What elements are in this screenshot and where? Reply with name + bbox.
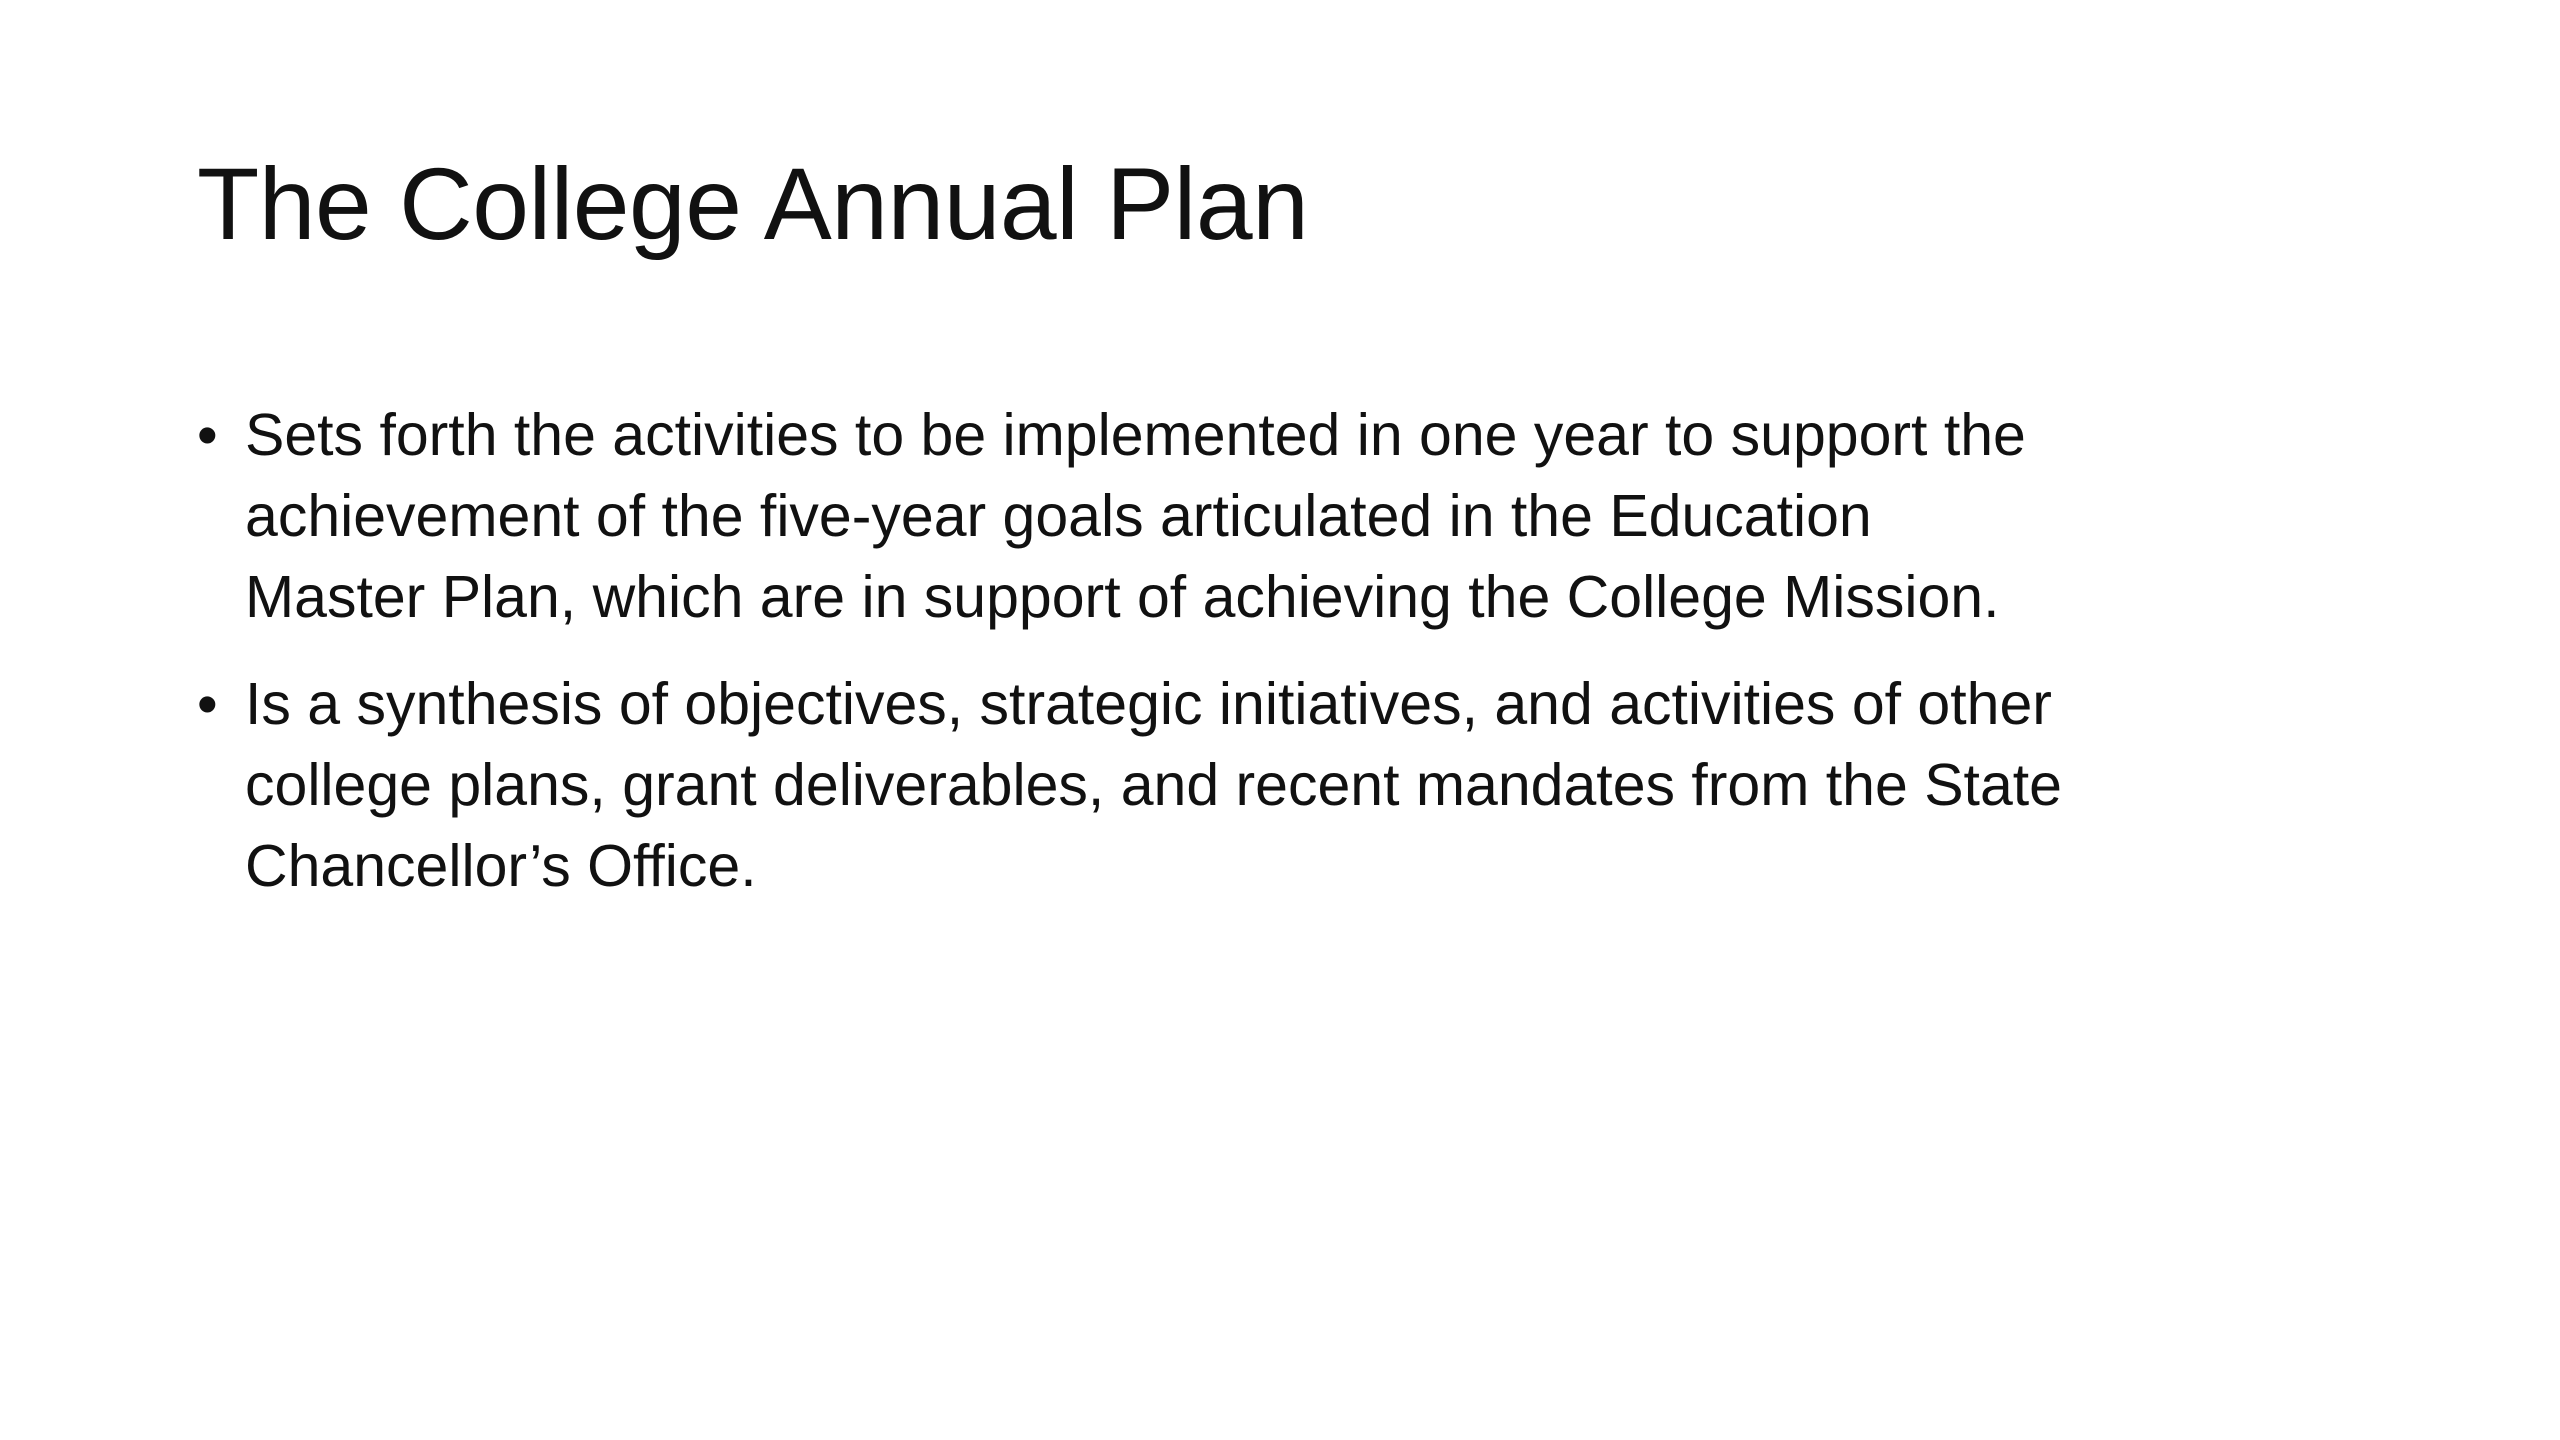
bullet-list	[197, 395, 2397, 933]
bullet-icon: •	[197, 671, 218, 737]
bullet-item-1	[197, 395, 2397, 638]
bullet-1-line-3: Master Plan, which are in support of achieving the College Mission.	[245, 564, 2000, 630]
bullet-icon: •	[197, 402, 218, 468]
bullet-1-line-1: Sets forth the activities to be implemented in one year to support the	[245, 402, 2026, 468]
bullet-2-line-2: college plans, grant deliverables, and recent mandates from the State	[245, 752, 2062, 818]
bullet-2-line-1: Is a synthesis of objectives, strategic initiatives, and activities of other	[245, 671, 2052, 737]
bullet-1-line-2: achievement of the five-year goals articulated in the Education	[245, 483, 1872, 549]
bullet-2-line-3: Chancellor’s Office.	[245, 833, 757, 899]
slide-title: The College Annual Plan	[197, 147, 1309, 261]
bullet-item-2	[197, 664, 2397, 907]
